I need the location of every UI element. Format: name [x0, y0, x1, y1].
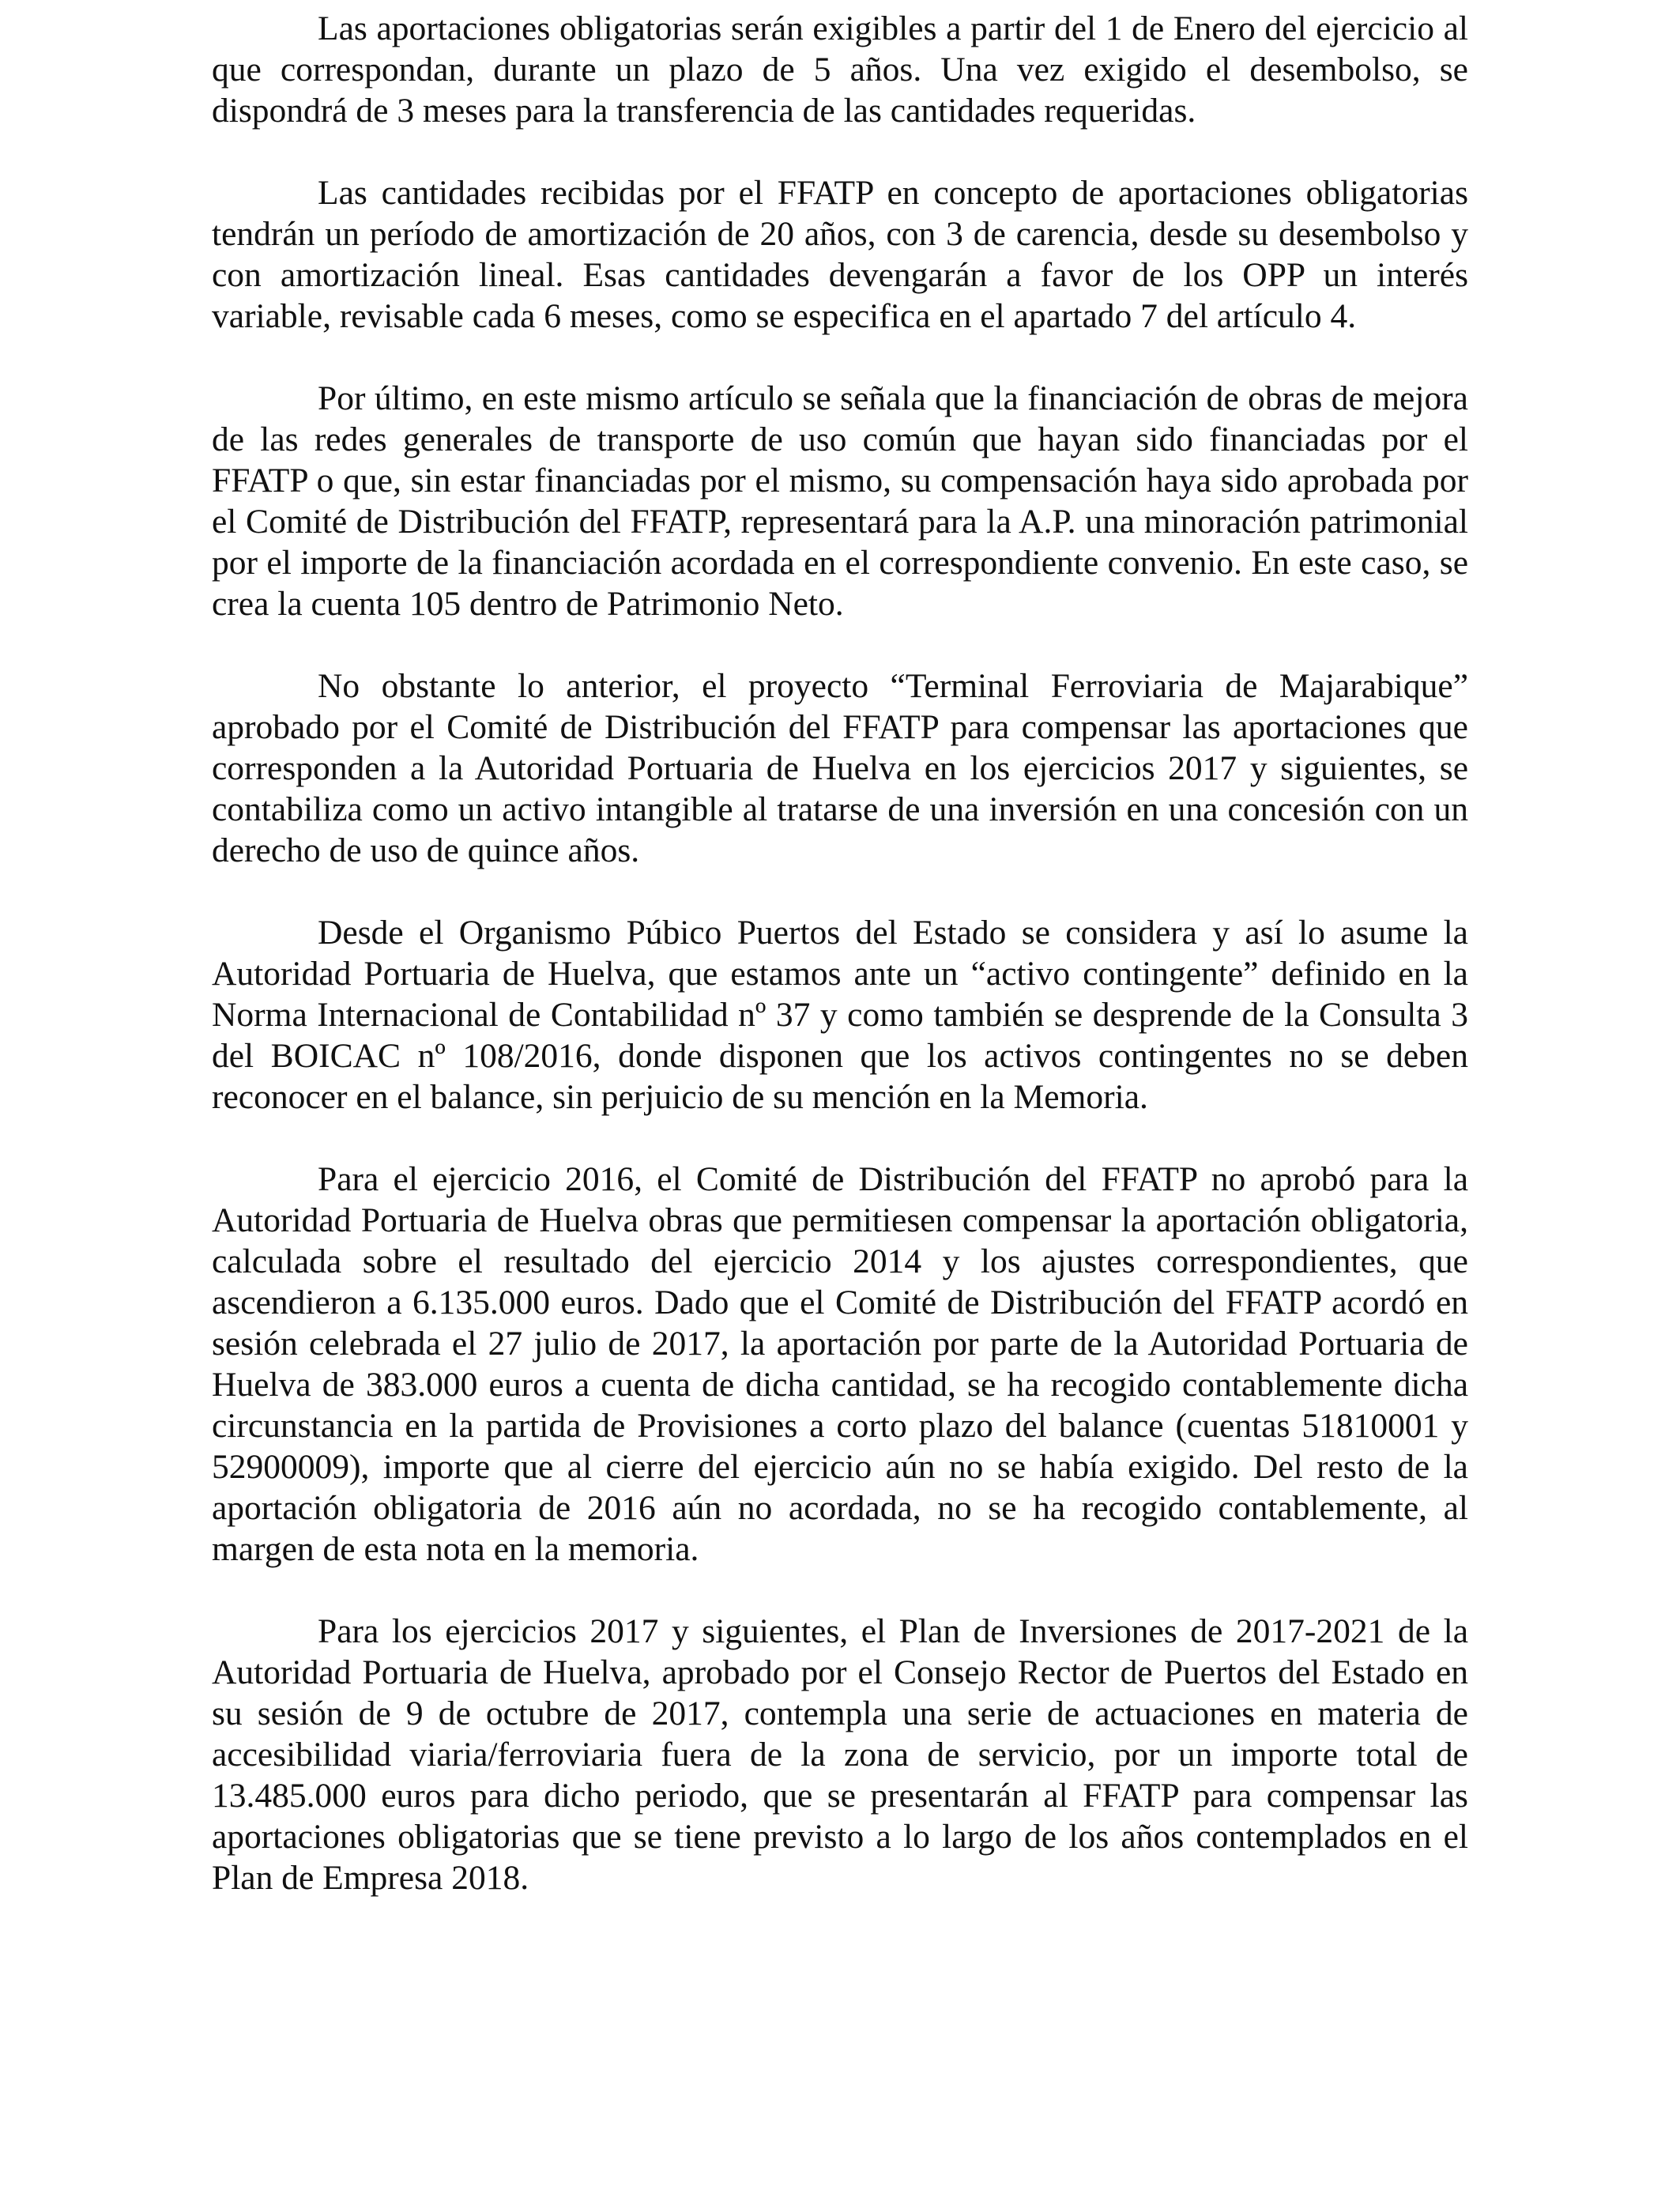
paragraph-ejercicio-2016: Para el ejercicio 2016, el Comité de Distribución del FFATP no aprobó para la Autoridad Portuaria de Huelva obras que permitiesen compensar la aportación obligatoria, calculada sobre el resultado del ejercicio 2014 y los ajustes correspondientes, que ascendieron a 6.135.000 euros. Dado que el Comité de Distribución del FFATP acordó en sesión celebrada el 27 julio de 2017, la aportación por parte de la Autoridad Portuaria de Huelva de 383.000 euros a cuenta de dicha cantidad, se ha recogido contablemente dicha circunstancia en la partida de Provisiones a corto plazo del balance (cuentas 51810001 y 52900009), importe que al cierre del ejercicio aún no se había exigido. Del resto de la aportación obligatoria de 2016 aún no acordada, no se ha recogido contablemente, al margen de esta nota en la memoria.	[212, 1160, 1468, 1568]
paragraph-minoracion-patrimonial: Por último, en este mismo artículo se señala que la financiación de obras de mejora de las redes generales de transporte de uso común que hayan sido financiadas por el FFATP o que, sin estar financiadas por el mismo, su compensación haya sido aprobada por el Comité de Distribución del FFATP, representará para la A.P. una minoración patrimonial por el importe de la financiación acordada en el correspondiente convenio. En este caso, se crea la cuenta 105 dentro de Patrimonio Neto.	[212, 379, 1468, 623]
document-body	[212, 8, 1468, 1898]
paragraph-plan-inversiones: Para los ejercicios 2017 y siguientes, el Plan de Inversiones de 2017-2021 de la Autoridad Portuaria de Huelva, aprobado por el Consejo Rector de Puertos del Estado en su sesión de 9 de octubre de 2017, contempla una serie de actuaciones en materia de accesibilidad viaria/ferroviaria fuera de la zona de servicio, por un importe total de 13.485.000 euros para dicho periodo, que se presentarán al FFATP para compensar las aportaciones obligatorias que se tiene previsto a lo largo de los años contemplados en el Plan de Empresa 2018.	[212, 1612, 1468, 1897]
paragraph-activo-contingente: Desde el Organismo Púbico Puertos del Estado se considera y así lo asume la Autoridad Portuaria de Huelva, que estamos ante un “activo contingente” definido en la Norma Internacional de Contabilidad nº 37 y como también se desprende de la Consulta 3 del BOICAC nº 108/2016, donde disponen que los activos contingentes no se deben reconocer en el balance, sin perjuicio de su mención en la Memoria.	[212, 914, 1468, 1116]
paragraph-periodo-amortizacion: Las cantidades recibidas por el FFATP en concepto de aportaciones obligatorias tendrán un período de amortización de 20 años, con 3 de carencia, desde su desembolso y con amortización lineal. Esas cantidades devengarán a favor de los OPP un interés variable, revisable cada 6 meses, como se especifica en el apartado 7 del artículo 4.	[212, 174, 1468, 335]
paragraph-terminal-majarabique: No obstante lo anterior, el proyecto “Terminal Ferroviaria de Majarabique” aprobado por el Comité de Distribución del FFATP para compensar las aportaciones que corresponden a la Autoridad Portuaria de Huelva en los ejercicios 2017 y siguientes, se contabiliza como un activo intangible al tratarse de una inversión en una concesión con un derecho de uso de quince años.	[212, 667, 1468, 869]
paragraph-aportaciones-exigibles: Las aportaciones obligatorias serán exigibles a partir del 1 de Enero del ejercicio al que correspondan, durante un plazo de 5 años. Una vez exigido el desembolso, se dispondrá de 3 meses para la transferencia de las cantidades requeridas.	[212, 9, 1468, 130]
